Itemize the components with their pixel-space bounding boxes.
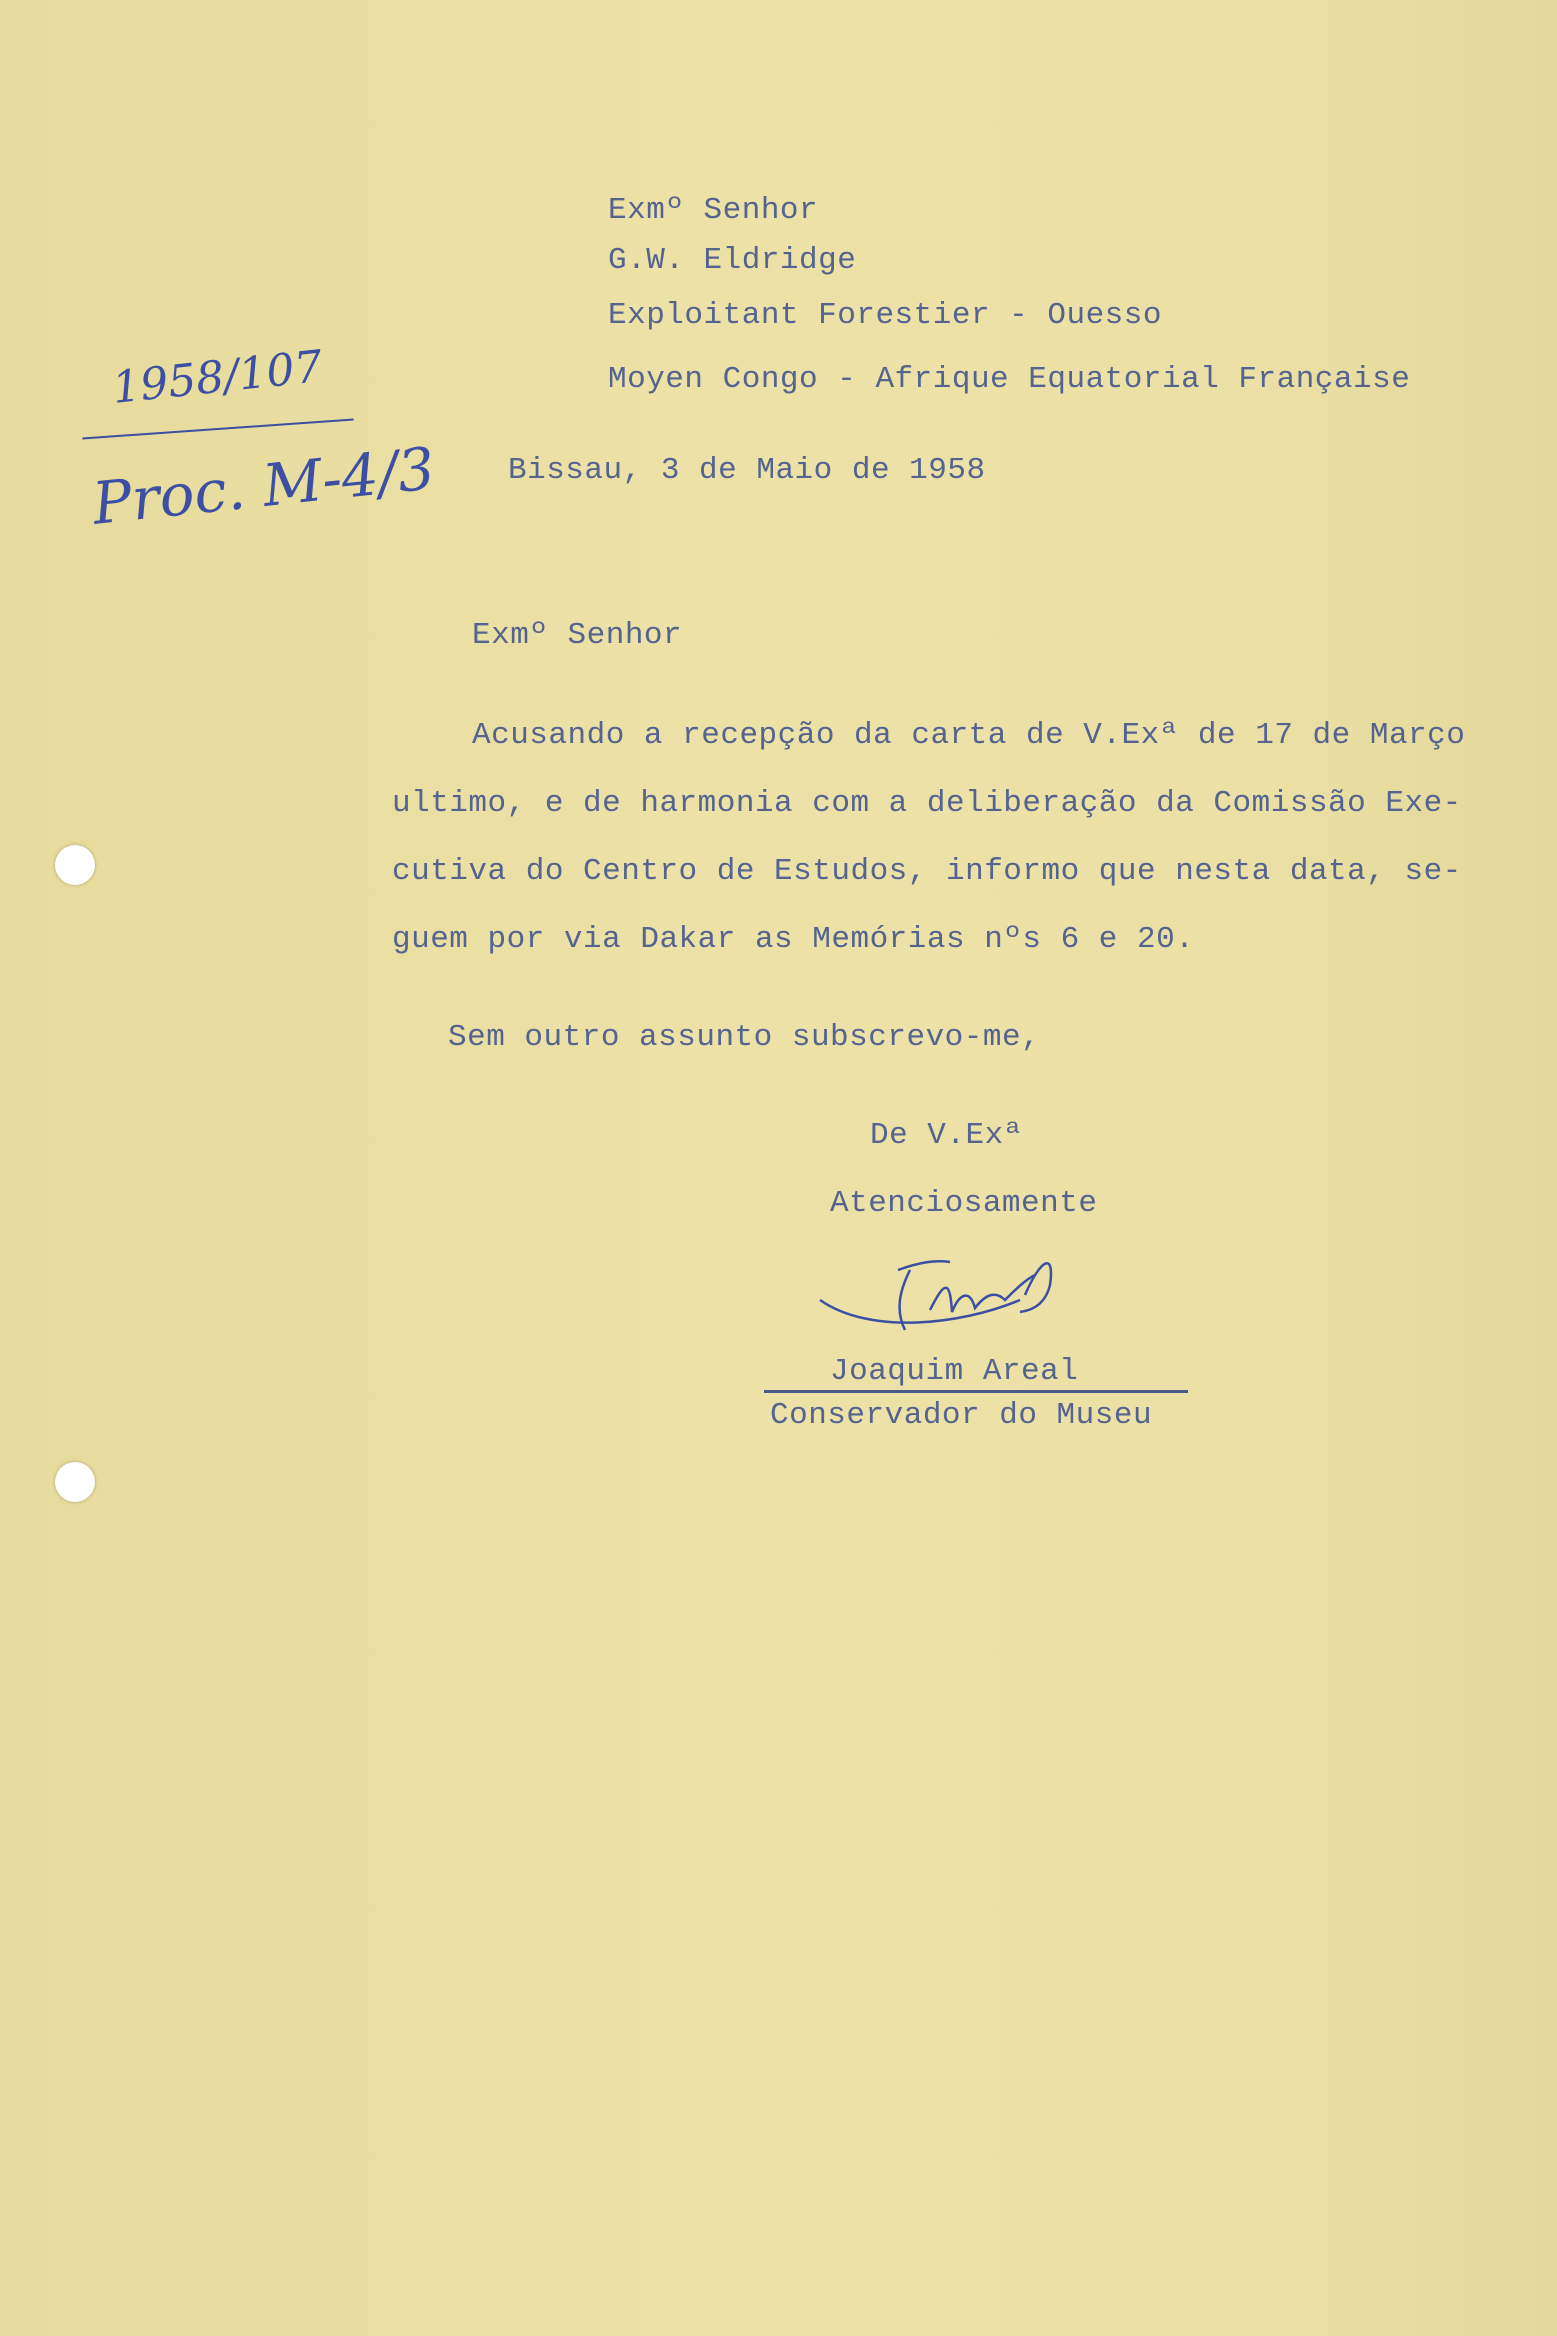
annotation-reference: 1958/107 (109, 341, 325, 414)
punch-hole-top (55, 845, 95, 885)
recipient-occupation: Exploitant Forestier - Ouesso (608, 298, 1162, 333)
body-line: cutiva do Centro de Estudos, informo que nesta data, se- (392, 854, 1462, 889)
date-line: Bissau, 3 de Maio de 1958 (508, 453, 986, 488)
closing-atenciosamente: Atenciosamente (830, 1186, 1098, 1221)
signatory-title: Conservador do Museu (770, 1398, 1153, 1433)
recipient-name: G.W. Eldridge (608, 243, 857, 278)
body-line: Acusando a recepção da carta de V.Exª de 17 de Março (472, 718, 1466, 753)
body-line: ultimo, e de harmonia com a deliberação da Comissão Exe- (392, 786, 1462, 821)
recipient-salutation: Exmº Senhor (608, 193, 819, 228)
body-line: guem por via Dakar as Memórias nºs 6 e 20. (392, 922, 1195, 957)
signatory-name: Joaquim Areal (830, 1354, 1079, 1389)
annotation-underline (82, 419, 353, 440)
annotation-note: Proc. M-4/3 (89, 434, 438, 538)
closing-de-vexa: De V.Exª (870, 1118, 1023, 1153)
punch-hole-bottom (55, 1462, 95, 1502)
closing-line: Sem outro assunto subscrevo-me, (448, 1020, 1041, 1055)
signature (810, 1240, 1120, 1350)
recipient-location: Moyen Congo - Afrique Equatorial Française (608, 362, 1411, 397)
greeting: Exmº Senhor (472, 618, 683, 653)
signature-rule (764, 1390, 1188, 1393)
